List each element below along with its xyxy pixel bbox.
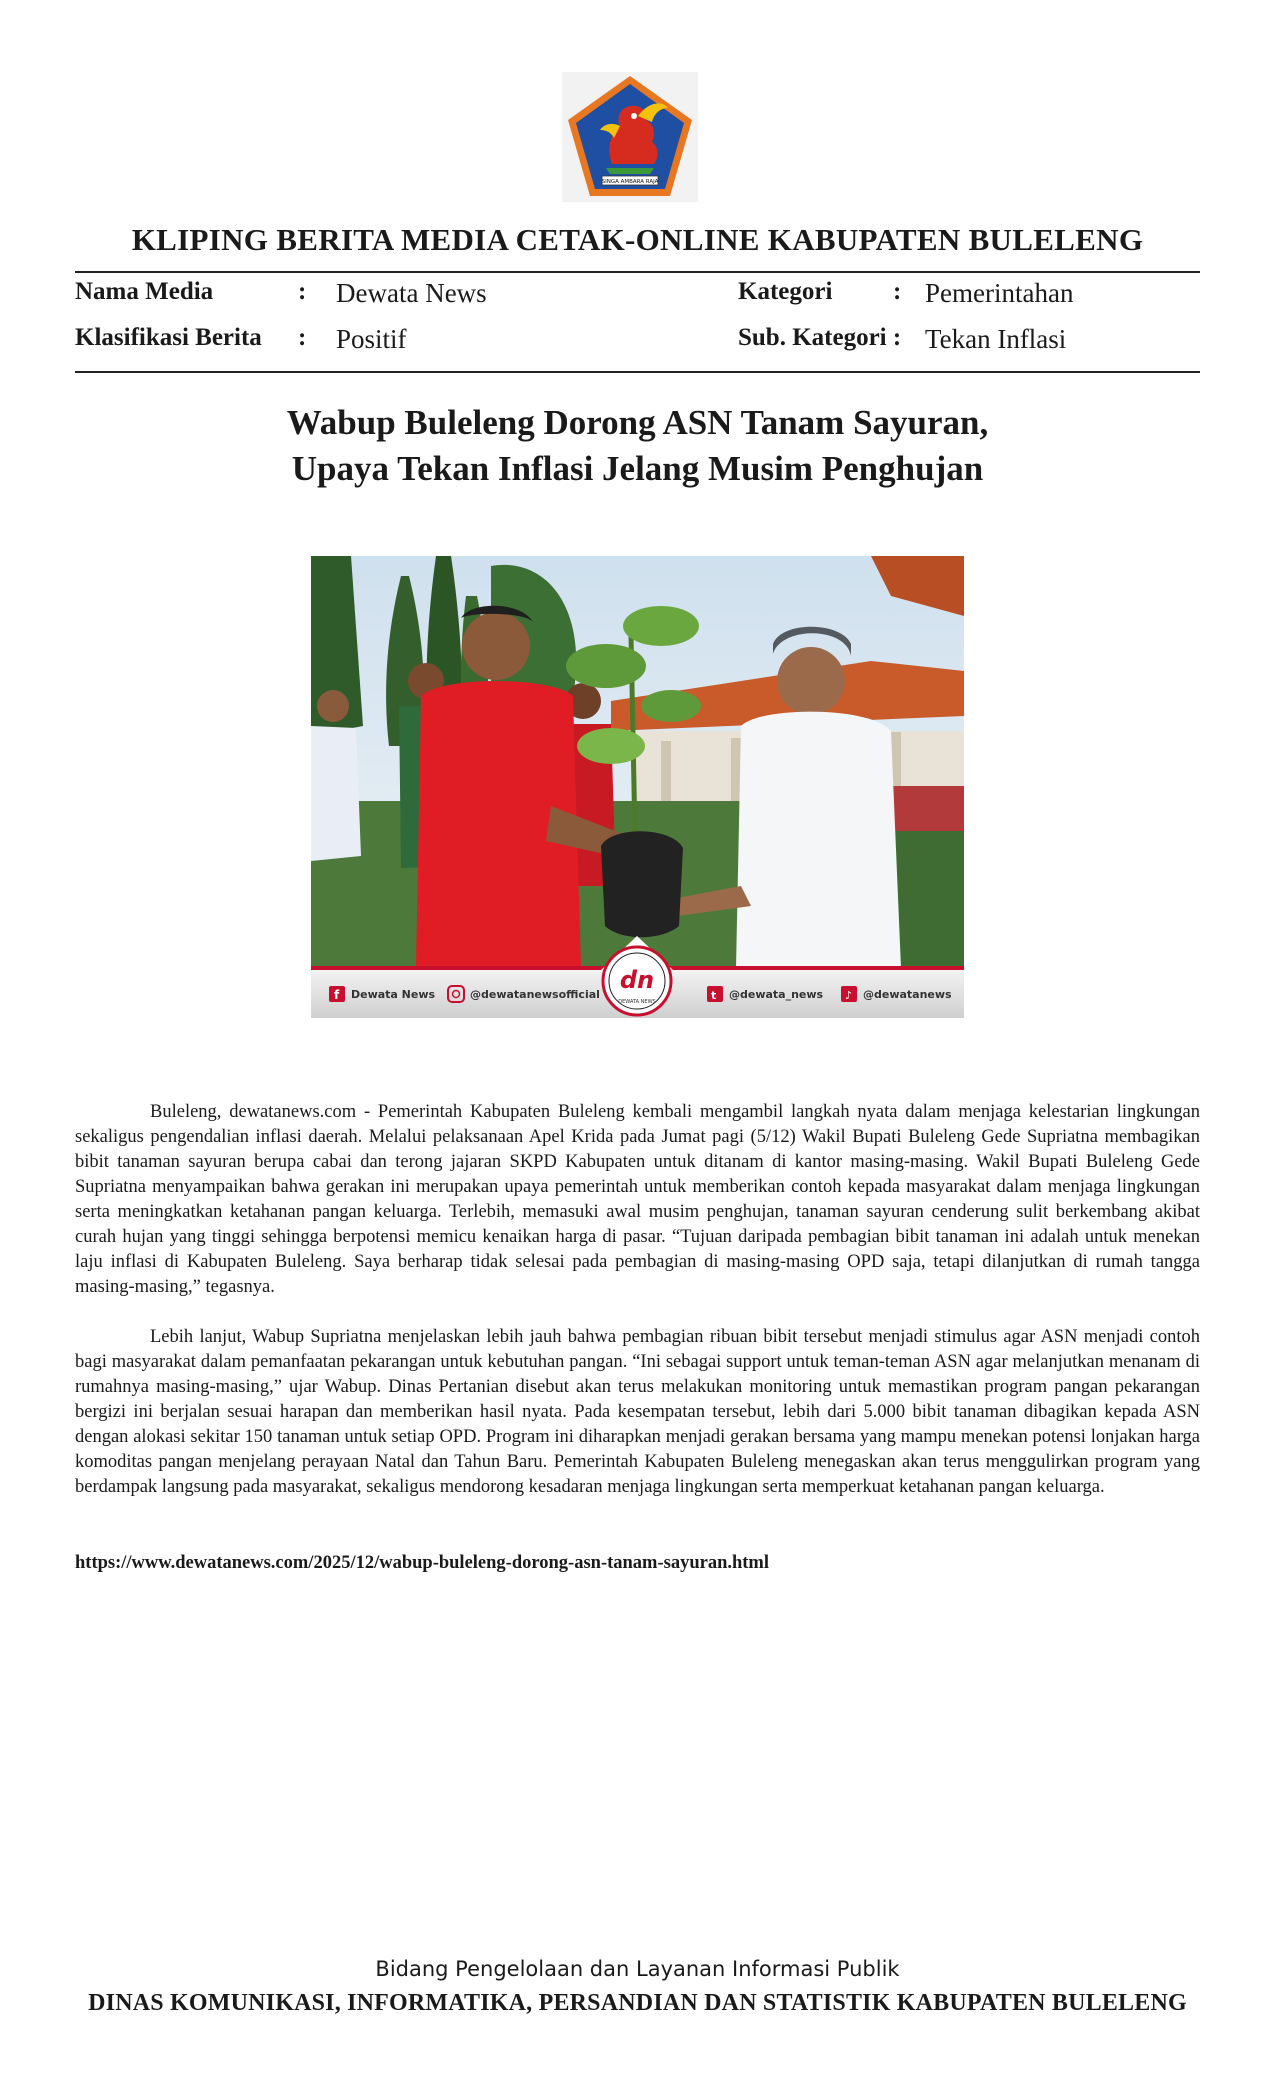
dn-logo-subtext: DEWATA NEWS <box>618 999 656 1005</box>
meta-separator: : <box>298 324 307 351</box>
news-photo <box>311 556 964 1018</box>
headline-line-2: Upaya Tekan Inflasi Jelang Musim Penghujan <box>291 449 984 488</box>
header-rule-top <box>75 271 1200 273</box>
crest-motto: SINGA AMBARA RAJA <box>601 179 659 185</box>
meta-separator: : <box>893 278 902 305</box>
dn-logo-text: dn <box>619 966 655 994</box>
kategori-value: Pemerintahan <box>925 278 1074 308</box>
meta-separator: : <box>298 278 307 305</box>
facebook-handle: Dewata News <box>351 988 436 1001</box>
nama-media-value: Dewata News <box>336 278 487 308</box>
page-header-title: KLIPING BERITA MEDIA CETAK-ONLINE KABUPATEN BULELENG <box>131 222 1144 257</box>
kategori-label: Kategori <box>738 278 833 305</box>
footer-division: Bidang Pengelolaan dan Layanan Informasi Publik <box>375 1957 900 1981</box>
footer-agency: DINAS KOMUNIKASI, INFORMATIKA, PERSANDIAN DAN STATISTIK KABUPATEN BULELENG <box>88 1990 1187 2016</box>
meta-row-klasifikasi <box>75 324 1200 364</box>
news-photo-image <box>311 556 964 1018</box>
klasifikasi-label: Klasifikasi Berita <box>75 324 262 351</box>
regency-crest-logo <box>562 72 698 202</box>
svg-text:f: f <box>334 988 340 1002</box>
instagram-handle: @dewatanewsofficial <box>470 988 600 1001</box>
meta-row-media <box>75 278 1200 318</box>
tiktok-handle: @dewatanews <box>863 988 952 1001</box>
header-rule-bottom <box>75 371 1200 373</box>
headline-line-1: Wabup Buleleng Dorong ASN Tanam Sayuran, <box>286 403 989 442</box>
nama-media-label: Nama Media <box>75 278 214 305</box>
buleleng-crest-icon <box>562 72 698 202</box>
source-url-link[interactable]: https://www.dewatanews.com/2025/12/wabup-buleleng-dorong-asn-tanam-sayuran.html <box>75 1553 769 1573</box>
article-paragraph: Buleleng, dewatanews.com - Pemerintah Kabupaten Buleleng kembali mengambil langkah nyata dalam menjaga kelestarian lingkungan sekaligus pengendalian inflasi daerah. Melalui pelaksanaan Apel Krida pada Jumat pagi (5/12) Wakil Bupati Buleleng Gede Supriatna membagikan bibit tanaman sayuran berupa cabai dan terong jajaran SKPD Kabupaten untuk ditanam di kantor masing-masing. Wakil Bupati Buleleng Gede Supriatna menyampaikan bahwa gerakan ini merupakan upaya pemerintah untuk memberikan contoh kepada masyarakat dalam menjaga lingkungan serta meningkatkan ketahanan pangan keluarga. Terlebih, memasuki awal musim penghujan, tanaman sayuran cenderung sulit berkembang akibat curah hujan yang tinggi sehingga berpotensi memicu kenaikan harga di pasar. “Tujuan daripada pembagian bibit tanaman ini adalah untuk menekan laju inflasi di Kabupaten Buleleng. Saya berharap tidak selesai pada pembagian di masing-masing OPD saja, tetapi dilanjutkan di rumah tangga masing-masing,” tegasnya. <box>75 1102 1200 1297</box>
svg-text:♪: ♪ <box>845 989 853 1002</box>
sub-kategori-label: Sub. Kategori : <box>738 324 902 351</box>
article-headline <box>75 400 1200 492</box>
twitter-handle: @dewata_news <box>729 988 824 1001</box>
svg-text:t: t <box>711 989 717 1002</box>
klasifikasi-value: Positif <box>336 324 407 354</box>
sub-kategori-value: Tekan Inflasi <box>925 324 1067 354</box>
article-paragraph: Lebih lanjut, Wabup Supriatna menjelaskan lebih jauh bahwa pembagian ribuan bibit tersebut menjadi stimulus agar ASN menjadi contoh bagi masyarakat dalam pemanfaatan pekarangan untuk kebutuhan pangan. “Ini sebagai support untuk teman-teman ASN agar melanjutkan menanam di rumahnya masing-masing,” ujar Wabup. Dinas Pertanian disebut akan terus melakukan monitoring untuk memastikan program pangan pekarangan bergizi ini berjalan sesuai harapan dan memberikan hasil nyata. Pada kesempatan tersebut, lebih dari 5.000 bibit tanaman dibagikan kepada ASN dengan alokasi sekitar 150 tanaman untuk setiap OPD. Program ini diharapkan menjadi gerakan bersama yang mampu menekan potensi lonjakan harga komoditas pangan menjelang perayaan Natal dan Tahun Baru. Pemerintah Kabupaten Buleleng menegaskan akan terus menggulirkan program yang berdampak langsung pada masyarakat, sekaligus mendorong kesadaran menjaga lingkungan serta memperkuat ketahanan pangan keluarga. <box>75 1327 1200 1497</box>
article-body <box>75 1100 1200 1525</box>
